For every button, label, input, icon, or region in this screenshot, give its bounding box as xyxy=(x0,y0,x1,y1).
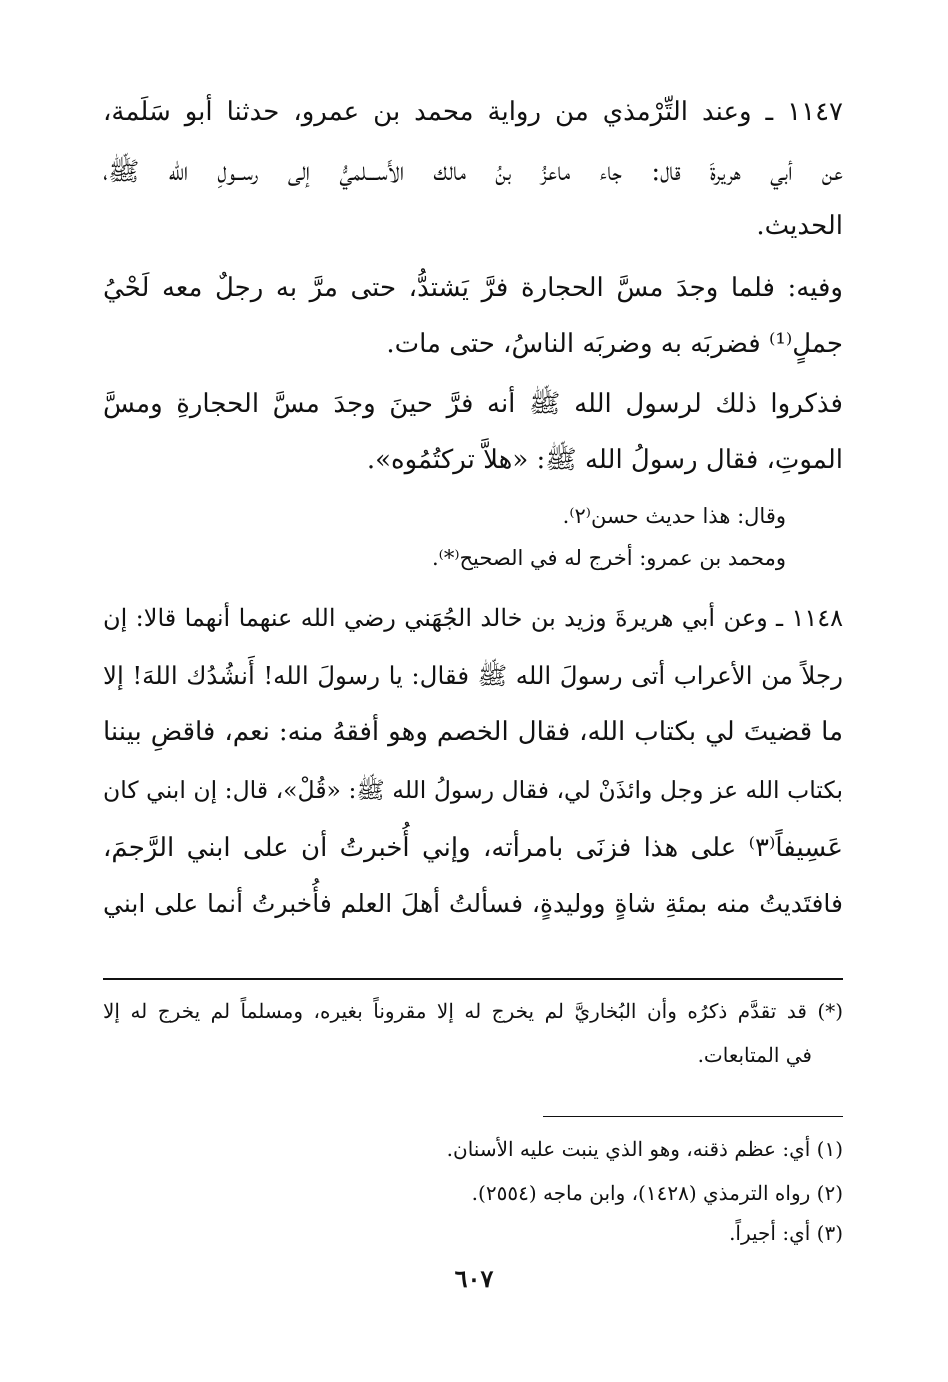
body-line-14: عَسِيفاً⁽٣⁾ على هذا فزنَى بامرأته، وإني أُخبرتُ أن على ابني الرَّجمَ، xyxy=(103,833,843,863)
footnote-3: (٣) أي: أجيراً. xyxy=(729,1221,843,1245)
footnote-separator xyxy=(103,978,843,980)
body-line-10: ١١٤٨ ـ وعن أبي هريرةَ وزيد بن خالد الجُهَني رضي الله عنهما أنهما قالا: إن xyxy=(103,604,843,632)
body-line-7: الموتِ، فقال رسولُ الله ﷺ: «هلاَّ تركتُمُوه». xyxy=(366,445,843,475)
body-line-2: عن أبي هريرةَ قال: جاء ماعزُ بنُ مالك الأَســـلميُّ إلى رســولِ الله ﷺ، xyxy=(103,157,843,187)
footnote-1: (١) أي: عظم ذقنه، وهو الذي ينبت عليه الأسنان. xyxy=(446,1137,843,1161)
page-number: ٦٠٧ xyxy=(454,1264,494,1293)
body-line-6: فذكروا ذلك لرسول الله ﷺ أنه فرَّ حينَ وجدَ مسَّ الحجارةِ ومسَّ xyxy=(103,389,843,419)
body-line-9: ومحمد بن عمرو: أخرج له في الصحيح⁽*⁾. xyxy=(431,546,786,570)
body-line-15: فافتَديتُ منه بمئةِ شاةٍ ووليدةٍ، فسألتُ أهلَ العلم فأُخبرتُ أنما على ابني xyxy=(103,889,843,918)
body-line-1: ١١٤٧ ـ وعند التِّرْمذي من رواية محمد بن عمرو، حدثنا أبو سَلَمة، xyxy=(103,97,843,127)
star-note-line-1: (*) قد تقدَّم ذكرُه وأن البُخاريَّ لم يخرج له إلا مقروناً بغيره، ومسلماً لم يخرج له إلا xyxy=(103,999,843,1023)
body-line-8: وقال: هذا حديث حسن⁽٢⁾. xyxy=(562,504,786,528)
body-line-4: وفيه: فلما وجدَ مسَّ الحجارة فرَّ يَشتدُّ، حتى مرَّ به رجلٌ معه لَحْيُ xyxy=(103,273,843,303)
body-line-11: رجلاً من الأعراب أتى رسولَ الله ﷺ فقال: يا رسولَ الله! أَنشُدُك اللهَ! إلا xyxy=(103,661,843,690)
body-line-5: جملٍ⁽¹⁾ فضربَه به وضربَه الناسُ، حتى مات. xyxy=(386,329,843,359)
body-line-12: ما قضيتَ لي بكتاب الله، فقال الخصم وهو أفقهُ منه: نعم، فاقضِ بيننا xyxy=(103,717,843,747)
body-line-13: بكتاب الله عز وجل وائذَنْ لي، فقال رسولُ الله ﷺ: «قُلْ»، قال: إن ابني كان xyxy=(103,776,843,804)
footnote-2: (٢) رواه الترمذي (١٤٢٨)، وابن ماجه (٢٥٥٤). xyxy=(471,1181,843,1205)
body-line-3: الحديث. xyxy=(756,211,843,241)
star-note-line-2: في المتابعات. xyxy=(697,1043,812,1067)
footnote-short-rule xyxy=(543,1116,843,1117)
